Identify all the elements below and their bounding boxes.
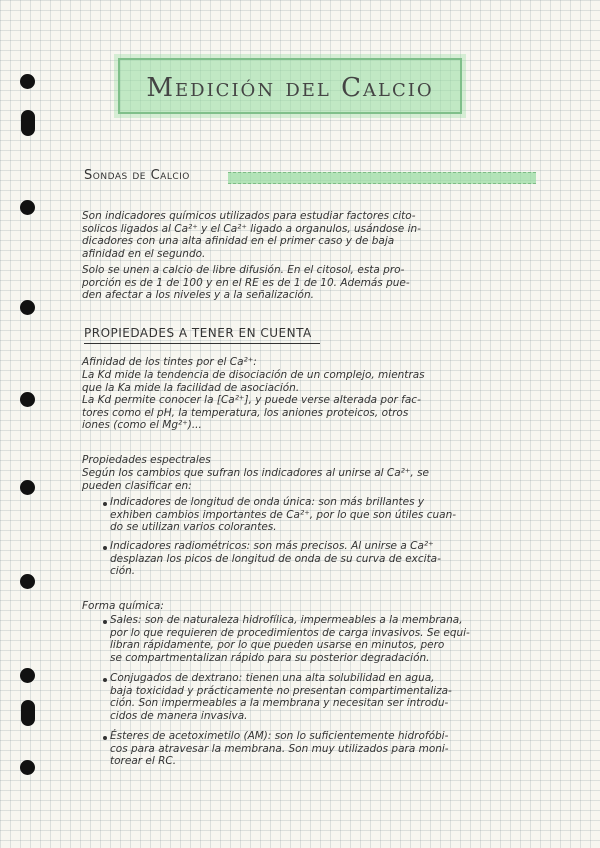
- chemical-item-2: Conjugados de dextrano: tienen una alta solubilidad en agua, baja toxicidad y prácticamente no presentan compartimentaliza- ción. Son impermeables a la membrana y necesitan ser introdu- cidos de manera invasiva.: [110, 672, 452, 722]
- binder-hole: [21, 700, 35, 726]
- binder-hole: [20, 668, 35, 683]
- binder-hole: [21, 110, 35, 136]
- binder-hole: [20, 760, 35, 775]
- bullet-dot: [103, 502, 107, 506]
- affinity-title: Afinidad de los tintes por el Ca²⁺:: [82, 356, 257, 368]
- sondas-paragraph-1: Son indicadores químicos utilizados para estudiar factores cito- solicos ligados al Ca²⁺ y el Ca²⁺ ligado a organulos, usándose in- dicadores con una alta afinidad en el primer caso y de baja afinidad en el segundo.: [82, 210, 421, 260]
- binder-hole: [20, 392, 35, 407]
- heading-highlight: [228, 172, 536, 184]
- spectral-intro: Según los cambios que sufran los indicadores al unirse al Ca²⁺, se pueden clasificar en:: [82, 467, 430, 492]
- spectral-item-1: Indicadores de longitud de onda única: son más brillantes y exhiben cambios importantes de Ca²⁺, por lo que son útiles cuan- do se utilizan varios colorantes.: [110, 496, 457, 534]
- page-title: Medición del Calcio: [146, 73, 434, 103]
- section-heading-propiedades: PROPIEDADES A TENER EN CUENTA: [84, 326, 312, 340]
- title-box: [118, 58, 462, 114]
- chemical-title: Forma química:: [82, 600, 164, 612]
- chemical-item-3: Ésteres de acetoximetilo (AM): son lo suficientemente hidrofóbi- cos para atravesar la membrana. Son muy utilizados para moni- torear el RC.: [110, 730, 449, 768]
- heading-underline: [84, 343, 320, 344]
- bullet-dot: [103, 546, 107, 550]
- spectral-item-2: Indicadores radiométricos: son más precisos. Al unirse a Ca²⁺ desplazan los picos de longitud de onda de su curva de excita- ción.: [110, 540, 441, 578]
- binder-hole: [20, 480, 35, 495]
- section-heading-sondas: Sondas de Calcio: [84, 168, 190, 183]
- spectral-title: Propiedades espectrales: [82, 454, 211, 466]
- bullet-dot: [103, 678, 107, 682]
- binder-hole: [20, 74, 35, 89]
- binder-holes: [0, 0, 60, 848]
- binder-hole: [20, 300, 35, 315]
- affinity-text: La Kd mide la tendencia de disociación de un complejo, mientras que la Ka mide la facilidad de asociación. La Kd permite conocer la [Ca²⁺], y puede verse alterada por fac- tores como el pH, la temperatura, los aniones proteicos, otros iones (como el Mg²⁺)...: [82, 369, 425, 432]
- binder-hole: [20, 574, 35, 589]
- chemical-item-1: Sales: son de naturaleza hidrofílica, impermeables a la membrana, por lo que requieren de procedimientos de carga invasivos. Se equi- libran rápidamente, por lo que pueden usarse en minutos, pero se compartmentalizan rápido para su posterior degradación.: [110, 614, 470, 664]
- bullet-dot: [103, 620, 107, 624]
- sondas-paragraph-2: Solo se unen a calcio de libre difusión. En el citosol, esta pro- porción es de 1 de 100 y en el RE es de 1 de 10. Además pue- den afectar a los niveles y a la señalización.: [82, 264, 410, 302]
- bullet-dot: [103, 736, 107, 740]
- binder-hole: [20, 200, 35, 215]
